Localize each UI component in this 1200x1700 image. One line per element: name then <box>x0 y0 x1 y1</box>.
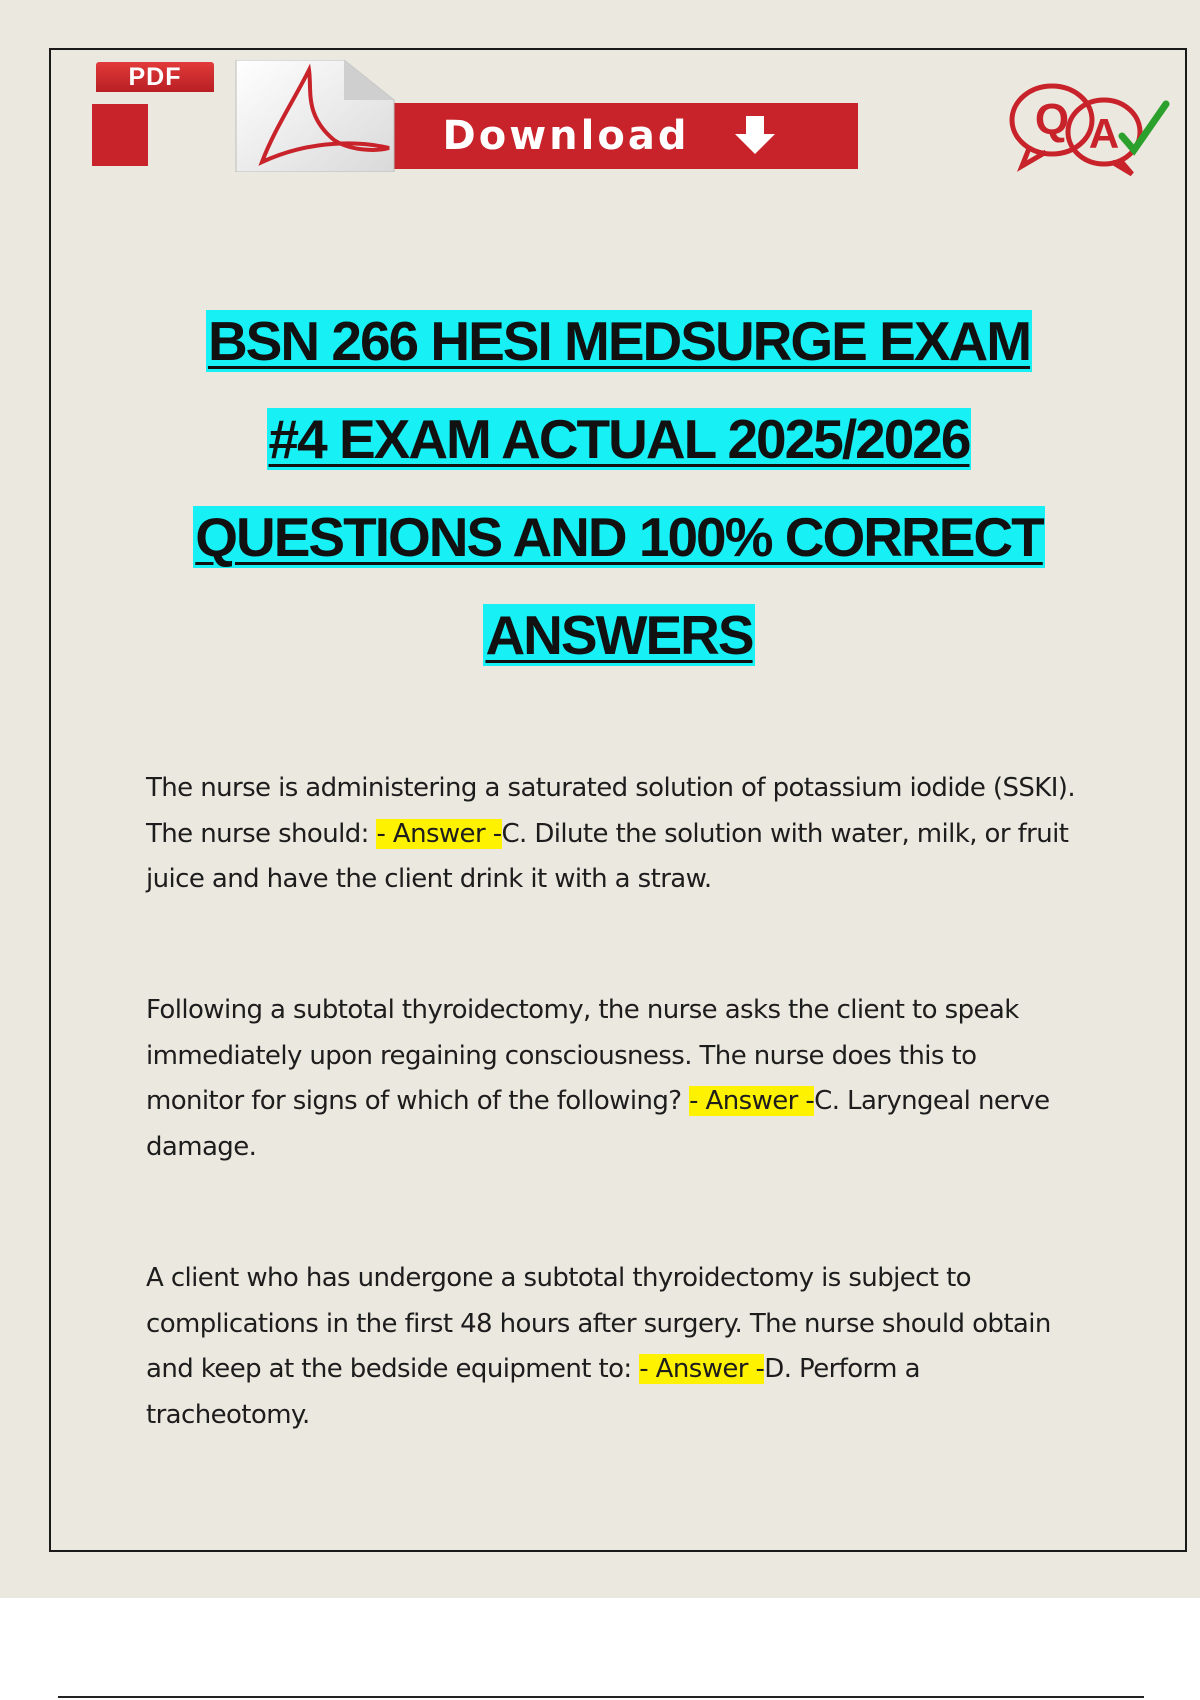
question-text: Following a subtotal thyroidectomy, the nurse asks the client to speak immediately upon regaining consciousness. The nurse does this to monitor for signs of which of the following? <box>146 995 1019 1116</box>
answer-tag: - Answer - <box>376 818 502 849</box>
title-line: ANSWERS <box>485 604 753 666</box>
answer-tag: - Answer - <box>689 1086 815 1116</box>
pdf-tab-label: PDF <box>96 62 214 92</box>
svg-text:A: A <box>1088 110 1120 157</box>
svg-text:Q: Q <box>1034 95 1070 144</box>
download-banner[interactable] <box>92 60 858 172</box>
question-text: The nurse is administering a saturated solution of potassium iodide (SSKI). The nurse should: <box>146 773 1075 849</box>
arrow-down-icon <box>733 114 777 158</box>
question-item-2 <box>146 988 1076 1170</box>
qa-check-logo-icon <box>1000 80 1176 176</box>
answer-text: D. Perform a tracheotomy. <box>146 1354 920 1430</box>
banner-left-bar <box>92 104 148 166</box>
question-item-3 <box>146 1256 1076 1438</box>
title-line: BSN 266 HESI MEDSURGE EXAM <box>207 310 1031 372</box>
title-line: QUESTIONS AND 100% CORRECT <box>195 506 1043 568</box>
bottom-divider <box>58 1696 1144 1698</box>
download-label: Download <box>442 113 690 159</box>
question-text: A client who has undergone a subtotal thyroidectomy is subject to complications in the first 48 hours after surgery. The nurse should obtain and keep at the bedside equipment to: <box>146 1263 1051 1384</box>
document-title <box>60 292 1178 684</box>
answer-text: C. Laryngeal nerve damage. <box>146 1086 1050 1162</box>
answer-text: C. Dilute the solution with water, milk, or fruit juice and have the client drink it with a straw. <box>146 818 1069 894</box>
question-item-1 <box>146 766 1076 903</box>
answer-tag: - Answer - <box>639 1354 765 1384</box>
title-line: #4 EXAM ACTUAL 2025/2026 <box>268 408 970 470</box>
